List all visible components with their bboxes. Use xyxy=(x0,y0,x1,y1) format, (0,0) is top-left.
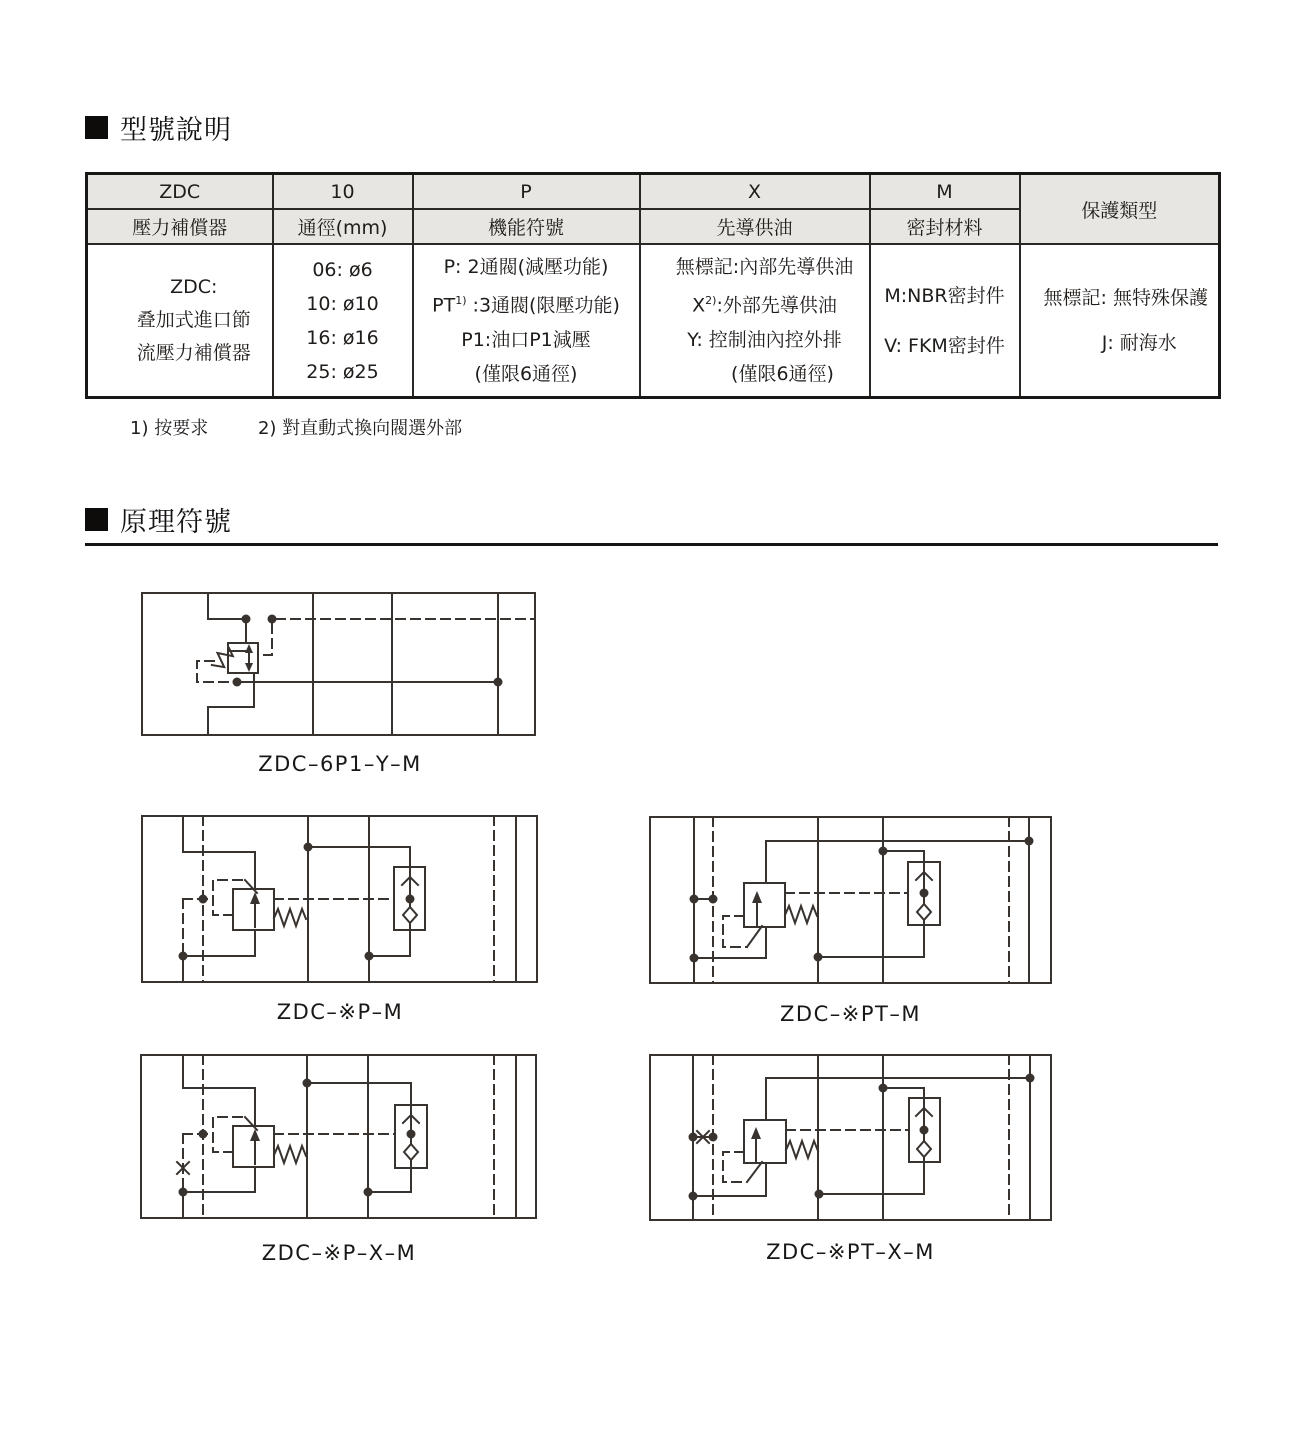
diagram-label: ZDC–6P1–Y–M xyxy=(258,752,422,776)
cell-protection-options xyxy=(1020,244,1220,398)
size-option: 10: ø10 xyxy=(306,292,379,315)
cell-series-description xyxy=(87,244,273,398)
pressure-reducing-valve-symbol xyxy=(228,643,258,673)
hydraulic-schematic xyxy=(139,1053,539,1221)
code-cell-series: ZDC xyxy=(87,174,273,210)
protection-option: J: 耐海水 xyxy=(1101,332,1177,354)
pilot-text: :外部先導供油 xyxy=(716,294,837,317)
cell-sizes xyxy=(273,244,413,398)
footnote-ref: 1) xyxy=(455,294,467,308)
code-cell-seal: M xyxy=(870,174,1020,210)
pressure-compensator-valve-symbol xyxy=(233,1126,274,1167)
code-cell-function: P xyxy=(413,174,640,210)
size-option: 16: ø16 xyxy=(306,326,379,349)
footnote-2: 2) 對直動式換向閥選外部 xyxy=(257,418,463,439)
protection-type-header: 保護類型 xyxy=(1020,174,1220,245)
section-title-principle-symbols xyxy=(85,500,232,539)
spring-icon xyxy=(785,906,817,923)
hydraulic-schematic xyxy=(648,1053,1053,1223)
diagram-zdc-pt-x-m xyxy=(648,1053,1053,1268)
header-size: 通徑(mm) xyxy=(273,209,413,244)
protection-option: 無標記: 無特殊保護 xyxy=(1043,287,1208,309)
spring-icon xyxy=(274,909,306,926)
model-code-table xyxy=(85,172,1221,399)
pressure-compensator-valve-symbol xyxy=(744,1120,786,1163)
pilot-code: X xyxy=(692,294,706,317)
cell-function-options xyxy=(413,244,640,398)
section-title-model-code xyxy=(85,108,232,147)
section-divider xyxy=(85,543,1218,546)
table-footnotes xyxy=(130,414,462,440)
series-line: ZDC: xyxy=(170,276,218,298)
size-option: 06: ø6 xyxy=(312,258,373,281)
seal-option: V: FKM密封件 xyxy=(884,334,1005,357)
section-marker-icon xyxy=(85,116,108,139)
section-marker-icon xyxy=(85,508,108,531)
check-valve-symbol xyxy=(908,862,940,925)
pilot-option xyxy=(641,284,869,322)
function-note: (僅限6通徑) xyxy=(474,362,578,385)
cell-pilot-options xyxy=(640,244,870,398)
section-title-text: 型號說明 xyxy=(120,115,232,146)
function-option: P: 2通閥(減壓功能) xyxy=(443,256,609,279)
pressure-compensator-valve-symbol xyxy=(233,889,274,930)
seal-option: M:NBR密封件 xyxy=(884,284,1005,307)
function-code: PT xyxy=(432,294,456,317)
pilot-note: (僅限6通徑) xyxy=(731,362,834,385)
code-cell-pilot: X xyxy=(640,174,870,210)
check-valve-symbol xyxy=(394,867,425,930)
pilot-option: 無標記:內部先導供油 xyxy=(675,256,854,279)
section-title-text: 原理符號 xyxy=(120,507,232,538)
function-text: :3通閥(限壓功能) xyxy=(466,294,620,317)
check-valve-symbol xyxy=(395,1105,427,1168)
footnote-ref: 2) xyxy=(705,294,717,308)
header-seal: 密封材料 xyxy=(870,209,1020,244)
spring-icon xyxy=(786,1141,818,1158)
spring-icon xyxy=(274,1146,306,1163)
check-valve-symbol xyxy=(909,1098,940,1162)
hydraulic-schematic xyxy=(648,814,1053,986)
diagram-label: ZDC–※P–X–M xyxy=(261,1241,417,1265)
header-series: 壓力補償器 xyxy=(87,209,273,244)
function-option xyxy=(414,284,639,322)
diagram-zdc-p-x-m xyxy=(139,1053,539,1268)
header-pilot: 先導供油 xyxy=(640,209,870,244)
hydraulic-schematic xyxy=(140,590,540,740)
series-line: 叠加式進口節 xyxy=(136,309,251,331)
diagram-label: ZDC–※PT–M xyxy=(780,1002,921,1026)
size-option: 25: ø25 xyxy=(306,360,379,383)
pilot-option: Y: 控制油內控外排 xyxy=(687,328,842,351)
diagram-zdc-6p1-y-m xyxy=(140,590,540,790)
diagram-label: ZDC–※PT–X–M xyxy=(766,1240,935,1264)
cell-seal-options xyxy=(870,244,1020,398)
pressure-compensator-valve-symbol xyxy=(744,883,785,927)
function-option: P1:油口P1減壓 xyxy=(461,328,591,351)
footnote-1: 1) 按要求 xyxy=(130,418,209,439)
diagram-zdc-p-m xyxy=(140,814,540,1029)
series-line: 流壓力補償器 xyxy=(136,342,251,364)
code-cell-size: 10 xyxy=(273,174,413,210)
header-function: 機能符號 xyxy=(413,209,640,244)
hydraulic-schematic xyxy=(140,814,540,986)
diagram-zdc-pt-m xyxy=(648,814,1053,1029)
diagram-label: ZDC–※P–M xyxy=(276,1000,404,1024)
